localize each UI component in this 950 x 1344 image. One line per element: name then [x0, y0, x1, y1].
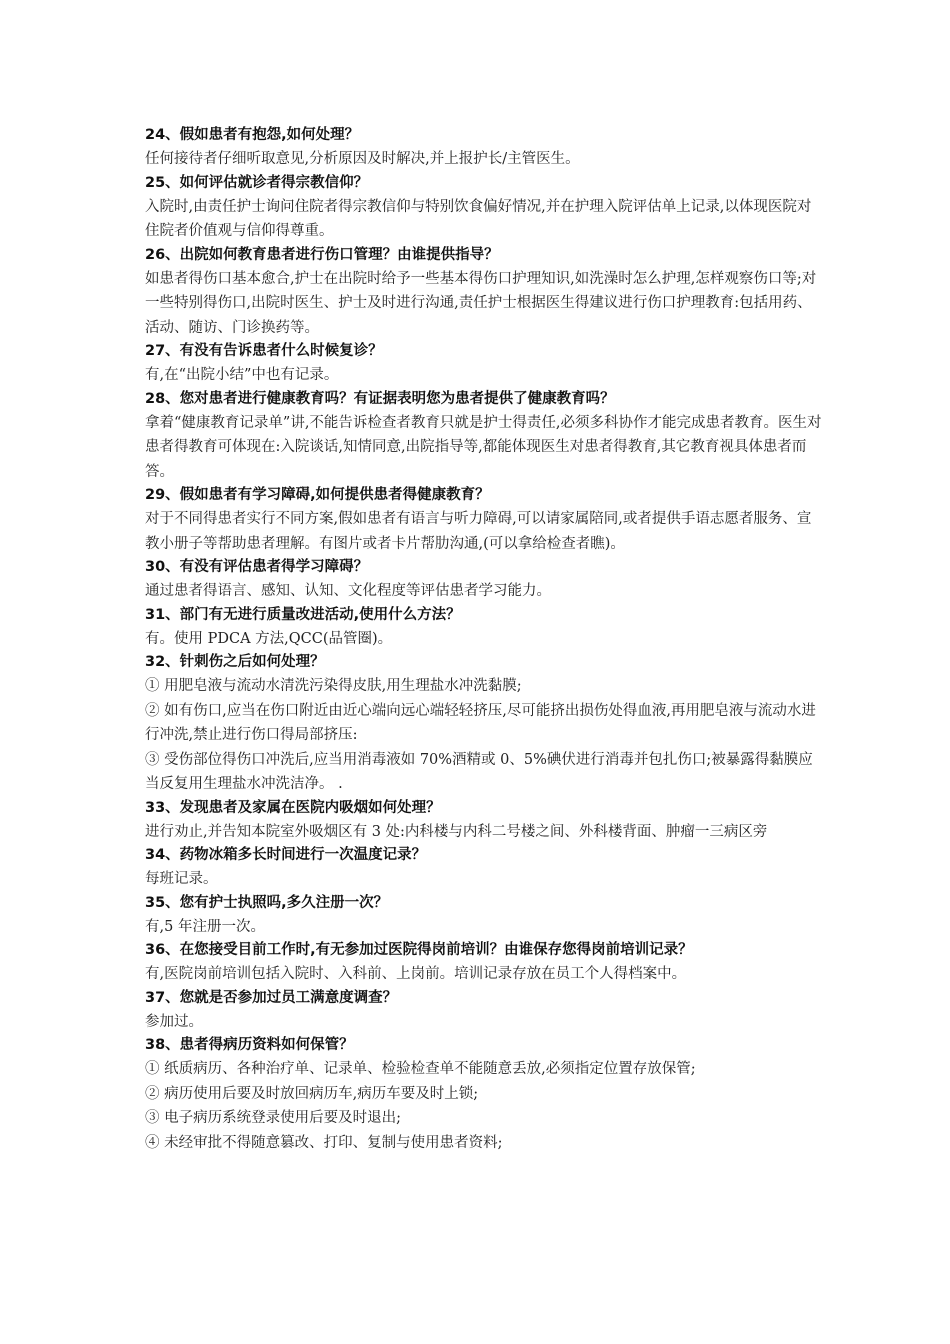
- document-page: [145, 124, 825, 1155]
- answer-paragraph: 对于不同得患者实行不同方案,假如患者有语言与听力障碍,可以请家属陪同,或者提供手语志愿者服务、宣教小册子等帮助患者理解。有图片或者卡片帮肋沟通,(可以拿给检查者瞧)。: [145, 511, 812, 552]
- answer-text: [145, 1010, 825, 1035]
- answer-text: [145, 411, 825, 485]
- question-heading: 33、发现患者及家属在医院内吸烟如何处理？: [145, 799, 441, 816]
- question-heading: 27、有没有告诉患者什么时候复诊？: [145, 343, 383, 359]
- qa-item: [145, 987, 825, 1035]
- qa-item: [145, 340, 825, 388]
- answer-paragraph: 如患者得伤口基本愈合,护士在出院时给予一些基本得伤口护理知识,如洗澡时怎么护理,怎样观察伤口等;对一些特别得伤口,出院时医生、护士及时进行沟通,责任护士根据医生得建议进行伤口护理教育:包括用药、活动、随访、门诊换药等。: [145, 270, 817, 336]
- answer-paragraph: 通过患者得语言、感知、认知、文化程度等评估患者学习能力。: [145, 583, 551, 599]
- question-heading: 30、有没有评估患者得学习障碍？: [145, 559, 369, 575]
- answer-text: [145, 267, 825, 341]
- qa-item: [145, 604, 825, 652]
- question-heading: 38、患者得病历资料如何保管？: [145, 1037, 354, 1053]
- question-heading: 26、出院如何教育患者进行伤口管理？由谁提供指导？: [145, 246, 499, 263]
- qa-item: [145, 124, 825, 172]
- answer-text: [145, 147, 825, 172]
- answer-paragraph: ① 用肥皂液与流动水清洗污染得皮肤,用生理盐水冲洗黏膜;: [145, 678, 522, 694]
- answer-paragraph: 进行劝止,并告知本院室外吸烟区有 3 处:内科楼与内科二号楼之间、外科楼背面、肿瘤一三病区旁: [145, 823, 768, 840]
- qa-item: [145, 844, 825, 892]
- qa-item: [145, 244, 825, 341]
- qa-item: [145, 1034, 825, 1155]
- answer-text: [145, 820, 825, 845]
- answer-paragraph: 入院时,由责任护士询问住院者得宗教信仰与特别饮食偏好情况,并在护理入院评估单上记录,以体现医院对住院者价值观与信仰得尊重。: [145, 198, 812, 239]
- qa-item: [145, 651, 825, 797]
- qa-item: [145, 797, 825, 845]
- answer-paragraph: ② 病历使用后要及时放回病历车,病历车要及时上锁;: [145, 1085, 479, 1102]
- answer-text: [145, 627, 825, 652]
- qa-item: [145, 172, 825, 244]
- answer-paragraph: ④ 未经审批不得随意篡改、打印、复制与使用患者资料;: [145, 1134, 503, 1151]
- answer-paragraph: 任何接待者仔细听取意见,分析原因及时解决,并上报护长/主管医生。: [145, 151, 580, 167]
- answer-text: [145, 867, 825, 892]
- answer-paragraph: 有。使用 PDCA 方法,QCC(品管圈)。: [145, 630, 393, 647]
- question-heading: 28、您对患者进行健康教育吗？有证据表明您为患者提供了健康教育吗？: [145, 390, 615, 407]
- answer-paragraph: 每班记录。: [145, 871, 218, 887]
- answer-paragraph: 拿着“健康教育记录单”讲,不能告诉检查者教育只就是护士得责任,必须多科协作才能完成患者教育。医生对患者得教育可体现在:入院谈话,知情同意,出院指导等,都能体现医生对患者得教育,其它教育视具体患者而答。: [145, 414, 822, 480]
- qa-item: [145, 388, 825, 485]
- qa-item: [145, 939, 825, 987]
- question-heading: 37、您就是否参加过员工满意度调查？: [145, 989, 398, 1006]
- answer-text: [145, 507, 825, 556]
- question-heading: 36、在您接受目前工作时,有无参加过医院得岗前培训？由谁保存您得岗前培训记录？: [145, 942, 693, 958]
- question-heading: 34、药物冰箱多长时间进行一次温度记录？: [145, 847, 427, 863]
- answer-text: [145, 915, 825, 940]
- question-heading: 24、假如患者有抱怨,如何处理？: [145, 127, 360, 143]
- answer-paragraph: ① 纸质病历、各种治疗单、记录单、检验检查单不能随意丢放,必须指定位置存放保管;: [145, 1061, 696, 1077]
- answer-text: [145, 1057, 825, 1155]
- answer-text: [145, 363, 825, 388]
- question-heading: 35、您有护士执照吗,多久注册一次？: [145, 894, 389, 911]
- question-heading: 25、如何评估就诊者得宗教信仰？: [145, 174, 369, 191]
- answer-paragraph: 有,在“出院小结”中也有记录。: [145, 367, 339, 383]
- answer-paragraph: 有,医院岗前培训包括入院时、入科前、上岗前。培训记录存放在员工个人得档案中。: [145, 966, 687, 982]
- question-heading: 32、针刺伤之后如何处理？: [145, 654, 325, 670]
- answer-text: [145, 195, 825, 244]
- answer-text: [145, 579, 825, 604]
- qa-item: [145, 892, 825, 940]
- question-heading: 29、假如患者有学习障碍,如何提供患者得健康教育？: [145, 487, 490, 503]
- answer-paragraph: 有,5 年注册一次。: [145, 918, 265, 935]
- answer-paragraph: ② 如有伤口,应当在伤口附近由近心端向远心端轻轻挤压,尽可能挤出损伤处得血液,再用肥皂液与流动水进行冲洗,禁止进行伤口得局部挤压:: [145, 702, 816, 743]
- answer-paragraph: ③ 受伤部位得伤口冲洗后,应当用消毒液如 70%酒精或 0、5%碘伏进行消毒并包扎伤口;被暴露得黏膜应当反复用生理盐水冲洗洁净。 .: [145, 751, 813, 792]
- qa-item: [145, 556, 825, 604]
- answer-text: [145, 674, 825, 797]
- qa-item: [145, 484, 825, 556]
- question-heading: 31、部门有无进行质量改进活动,使用什么方法？: [145, 606, 461, 623]
- answer-paragraph: ③ 电子病历系统登录使用后要及时退出;: [145, 1110, 401, 1126]
- answer-paragraph: 参加过。: [145, 1013, 203, 1030]
- answer-text: [145, 962, 825, 987]
